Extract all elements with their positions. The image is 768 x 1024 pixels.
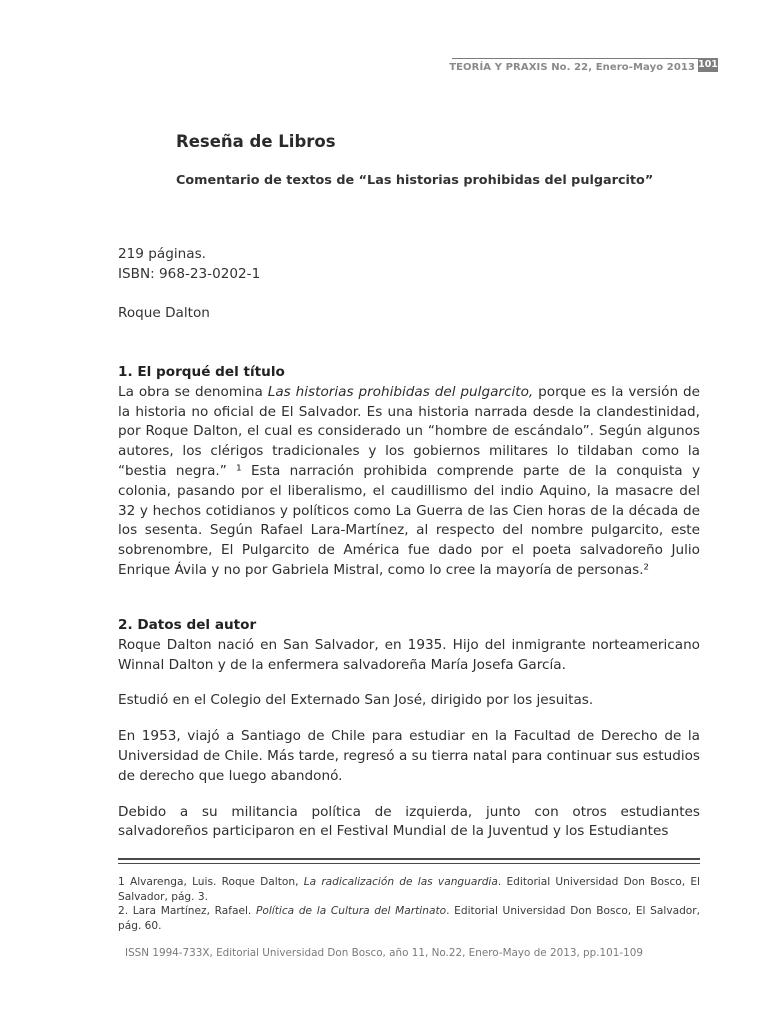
page-subtitle: Comentario de textos de “Las historias prohibidas del pulgarcito” xyxy=(176,173,654,188)
book-author: Roque Dalton xyxy=(118,305,210,321)
footnote-rule xyxy=(118,858,700,860)
footnote-rule-thin xyxy=(118,863,700,864)
text-run: 2. Lara Martínez, Rafael. xyxy=(118,905,256,918)
page-number: 101 xyxy=(698,59,718,70)
text-run: porque es la versión de la historia no oficial de El Salvador. Es una historia narrada desde la clandestinidad, por Roque Dalton, el cual es considerado un “hombre de escándalo”. Según algunos autores, los clérigos tradicionales y los gobiernos militares lo tildaban como la “bestia negra.” ¹ Esta narración prohibida comprende parte de la conquista y colonia, pasando por el liberalismo, el caudillismo del indio Aquino, la masacre del 32 y hechos cotidianos y políticos como La Guerra de las Cien horas de la década de los sesenta. Según Rafael Lara-Martínez, al respecto del nombre pulgarcito, este sobrenombre, El Pulgarcito de América fue dado por el poeta salvadoreño Julio Enrique Ávila y no por Gabriela Mistral, como lo cree la mayoría de personas.² xyxy=(118,383,701,578)
page-title: Reseña de Libros xyxy=(176,132,336,151)
section-heading: 1. El porqué del título xyxy=(118,364,285,380)
section-heading: 2. Datos del autor xyxy=(118,617,257,633)
section-author-data xyxy=(118,616,700,842)
paragraph: En 1953, viajó a Santiago de Chile para estudiar en la Facultad de Derecho de la Universidad de Chile. Más tarde, regresó a su tierra natal para continuar sus estudios de derecho que luego abandonó. xyxy=(118,728,700,784)
footnotes xyxy=(118,875,700,933)
running-head: TEORÍA Y PRAXIS No. 22, Enero-Mayo 2013 xyxy=(449,62,695,73)
page-footer: ISSN 1994-733X, Editorial Universidad Don Bosco, año 11, No.22, Enero-Mayo de 2013, pp.101-109 xyxy=(125,947,643,959)
text-run: . Editorial Universidad Don Bosco, El Salvador, pág. 60. xyxy=(118,905,701,932)
text-run: . Editorial Universidad Don Bosco, El Salvador, pág. 3. xyxy=(118,876,701,903)
paragraph xyxy=(118,383,700,581)
section-title-reason xyxy=(118,363,700,581)
footnote xyxy=(118,875,700,904)
cited-title: Política de la Cultura del Martinato xyxy=(255,905,447,918)
cited-title: La radicalización de las vanguardia xyxy=(303,876,498,888)
book-title-italic: Las historias prohibidas del pulgarcito, xyxy=(267,383,534,400)
paragraph: Roque Dalton nació en San Salvador, en 1935. Hijo del inmigrante norteamericano Winnal Dalton y de la enfermera salvadoreña María Josefa García. xyxy=(118,636,700,673)
footnote xyxy=(118,904,700,933)
book-pages: 219 páginas. xyxy=(118,246,206,262)
book-isbn: ISBN: 968-23-0202-1 xyxy=(118,266,261,282)
paragraph: Debido a su militancia política de izquierda, junto con otros estudiantes salvadoreños participaron en el Festival Mundial de la Juventud y los Estudiantes xyxy=(118,803,700,840)
paragraph: Estudió en el Colegio del Externado San José, dirigido por los jesuitas. xyxy=(118,692,594,709)
text-run: La obra se denomina xyxy=(118,383,268,400)
text-run: 1 Alvarenga, Luis. Roque Dalton, xyxy=(118,876,304,888)
header-rule xyxy=(452,58,698,59)
